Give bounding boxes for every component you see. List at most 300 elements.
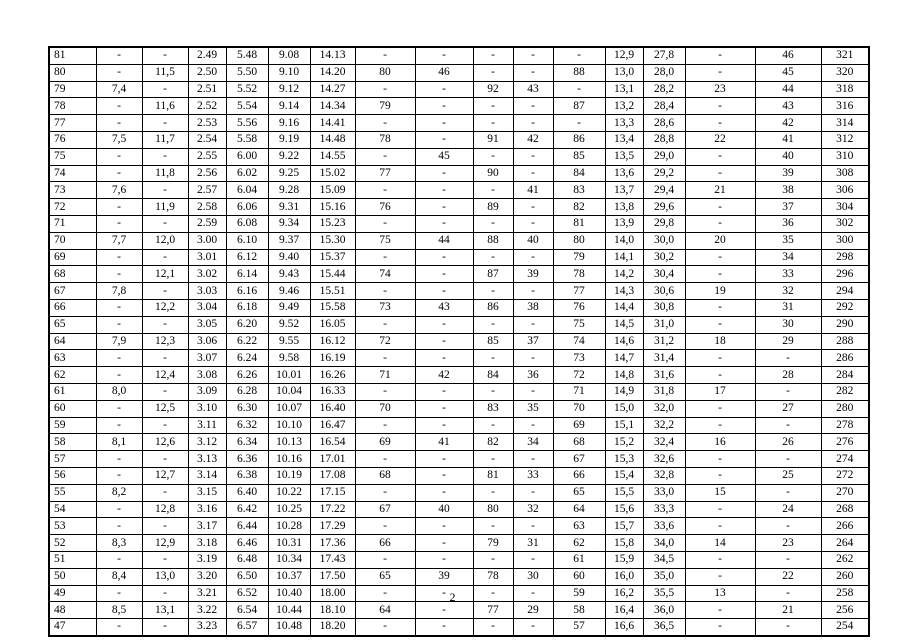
table-cell: 3.02 xyxy=(188,266,226,283)
table-cell: 60 xyxy=(49,400,96,417)
table-cell: 59 xyxy=(553,585,605,602)
table-cell: 16,4 xyxy=(605,602,643,619)
table-cell: - xyxy=(142,182,188,199)
table-cell: 15,7 xyxy=(605,518,643,535)
table-cell: 6.30 xyxy=(226,400,268,417)
table-cell: - xyxy=(355,551,415,568)
table-cell: 13,0 xyxy=(142,568,188,585)
table-cell: 64 xyxy=(49,333,96,350)
table-cell: 42 xyxy=(415,367,473,384)
table-cell: - xyxy=(415,98,473,115)
table-cell: - xyxy=(96,316,142,333)
table-cell: 61 xyxy=(49,383,96,400)
table-cell: 314 xyxy=(821,115,869,132)
table-cell: 65 xyxy=(553,484,605,501)
table-cell: - xyxy=(142,81,188,98)
table-cell: 37 xyxy=(513,333,553,350)
table-cell: 302 xyxy=(821,215,869,232)
table-cell: - xyxy=(473,98,513,115)
table-cell: 79 xyxy=(355,98,415,115)
table-cell: 6.44 xyxy=(226,518,268,535)
table-cell: - xyxy=(415,585,473,602)
table-cell: - xyxy=(415,350,473,367)
table-cell: - xyxy=(685,501,755,518)
table-cell: 19 xyxy=(685,283,755,300)
table-cell: 32,4 xyxy=(643,434,685,451)
table-cell: 33 xyxy=(755,266,821,283)
table-cell: 9.46 xyxy=(268,283,310,300)
table-cell: 262 xyxy=(821,551,869,568)
table-cell: 35 xyxy=(513,400,553,417)
table-cell: 68 xyxy=(553,434,605,451)
table-row xyxy=(49,619,869,636)
table-cell: 3.18 xyxy=(188,535,226,552)
table-cell: 8,1 xyxy=(96,434,142,451)
table-row xyxy=(49,283,869,300)
table-cell: 29,8 xyxy=(643,215,685,232)
table-cell: 11,8 xyxy=(142,165,188,182)
table-cell: - xyxy=(513,484,553,501)
table-row xyxy=(49,434,869,451)
table-cell: 80 xyxy=(355,64,415,81)
table-cell: 15,0 xyxy=(605,400,643,417)
table-cell: 74 xyxy=(553,333,605,350)
table-cell: 68 xyxy=(355,467,415,484)
table-cell: 6.10 xyxy=(226,232,268,249)
table-cell: 6.50 xyxy=(226,568,268,585)
table-cell: 10.44 xyxy=(268,602,310,619)
table-cell: 81 xyxy=(473,467,513,484)
table-cell: - xyxy=(755,451,821,468)
table-cell: - xyxy=(355,148,415,165)
table-cell: - xyxy=(685,551,755,568)
table-cell: - xyxy=(96,350,142,367)
table-cell: 17.22 xyxy=(310,501,355,518)
table-cell: 10.16 xyxy=(268,451,310,468)
table-cell: 66 xyxy=(355,535,415,552)
table-cell: 18.00 xyxy=(310,585,355,602)
table-cell: 15,9 xyxy=(605,551,643,568)
table-cell: 16.47 xyxy=(310,417,355,434)
table-cell: - xyxy=(415,115,473,132)
table-cell: 58 xyxy=(49,434,96,451)
table-cell: 6.36 xyxy=(226,451,268,468)
table-cell: 7,9 xyxy=(96,333,142,350)
table-cell: 31 xyxy=(513,535,553,552)
table-cell: - xyxy=(355,249,415,266)
table-cell: 286 xyxy=(821,350,869,367)
table-cell: 14,3 xyxy=(605,283,643,300)
table-cell: - xyxy=(415,165,473,182)
table-cell: 310 xyxy=(821,148,869,165)
table-cell: 83 xyxy=(473,400,513,417)
table-cell: 8,3 xyxy=(96,535,142,552)
table-cell: 14.27 xyxy=(310,81,355,98)
table-cell: 8,4 xyxy=(96,568,142,585)
table-cell: - xyxy=(473,115,513,132)
table-cell: 12,9 xyxy=(142,535,188,552)
table-cell: 13,2 xyxy=(605,98,643,115)
table-cell: 79 xyxy=(49,81,96,98)
table-cell: - xyxy=(685,350,755,367)
table-cell: 59 xyxy=(49,417,96,434)
table-cell: 28,6 xyxy=(643,115,685,132)
table-cell: 40 xyxy=(755,148,821,165)
table-cell: - xyxy=(355,283,415,300)
table-cell: 62 xyxy=(49,367,96,384)
table-cell: - xyxy=(355,47,415,64)
table-cell: - xyxy=(355,115,415,132)
table-cell: - xyxy=(473,350,513,367)
table-cell: 23 xyxy=(755,535,821,552)
table-cell: - xyxy=(473,47,513,64)
table-cell: 6.24 xyxy=(226,350,268,367)
table-row xyxy=(49,215,869,232)
table-cell: 17.29 xyxy=(310,518,355,535)
table-cell: - xyxy=(142,484,188,501)
table-cell: 69 xyxy=(49,249,96,266)
table-cell: 33,0 xyxy=(643,484,685,501)
table-cell: 6.20 xyxy=(226,316,268,333)
table-cell: - xyxy=(355,383,415,400)
table-cell: 6.48 xyxy=(226,551,268,568)
table-cell: - xyxy=(685,316,755,333)
table-cell: 81 xyxy=(553,215,605,232)
table-cell: 9.49 xyxy=(268,299,310,316)
table-cell: 21 xyxy=(685,182,755,199)
table-cell: - xyxy=(755,417,821,434)
table-cell: 57 xyxy=(49,451,96,468)
table-cell: - xyxy=(415,484,473,501)
table-cell: 15.23 xyxy=(310,215,355,232)
table-cell: 66 xyxy=(49,299,96,316)
table-cell: 14.34 xyxy=(310,98,355,115)
table-cell: 17.08 xyxy=(310,467,355,484)
table-cell: 16,0 xyxy=(605,568,643,585)
table-cell: 6.52 xyxy=(226,585,268,602)
table-row xyxy=(49,232,869,249)
table-cell: - xyxy=(685,400,755,417)
table-cell: 280 xyxy=(821,400,869,417)
table-cell: 5.52 xyxy=(226,81,268,98)
table-cell: - xyxy=(96,148,142,165)
table-cell: 10.25 xyxy=(268,501,310,518)
table-cell: - xyxy=(685,451,755,468)
table-cell: 61 xyxy=(553,551,605,568)
table-row xyxy=(49,484,869,501)
table-cell: 15.02 xyxy=(310,165,355,182)
table-cell: 3.10 xyxy=(188,400,226,417)
page-number: 2 xyxy=(449,590,456,604)
table-cell: 16,6 xyxy=(605,619,643,636)
table-cell: 2.49 xyxy=(188,47,226,64)
table-cell: 75 xyxy=(355,232,415,249)
table-cell: 3.09 xyxy=(188,383,226,400)
table-cell: - xyxy=(513,199,553,216)
table-cell: - xyxy=(355,215,415,232)
table-cell: 37 xyxy=(755,199,821,216)
table-cell: - xyxy=(415,467,473,484)
table-cell: - xyxy=(355,350,415,367)
table-cell: 32,6 xyxy=(643,451,685,468)
table-cell: 32 xyxy=(513,501,553,518)
table-cell: 16.26 xyxy=(310,367,355,384)
table-cell: 30,8 xyxy=(643,299,685,316)
table-cell: 36,5 xyxy=(643,619,685,636)
table-cell: 14.20 xyxy=(310,64,355,81)
table-cell: 258 xyxy=(821,585,869,602)
table-cell: - xyxy=(415,383,473,400)
table-cell: 25 xyxy=(755,467,821,484)
table-cell: - xyxy=(415,215,473,232)
table-body xyxy=(49,47,869,636)
table-row xyxy=(49,367,869,384)
table-cell: 79 xyxy=(473,535,513,552)
table-cell: - xyxy=(415,518,473,535)
table-cell: 3.14 xyxy=(188,467,226,484)
table-cell: 260 xyxy=(821,568,869,585)
table-cell: 83 xyxy=(553,182,605,199)
table-row xyxy=(49,400,869,417)
table-cell: 14,4 xyxy=(605,299,643,316)
table-cell: 3.00 xyxy=(188,232,226,249)
table-cell: - xyxy=(513,115,553,132)
table-cell: 3.21 xyxy=(188,585,226,602)
table-cell: 34,5 xyxy=(643,551,685,568)
table-cell: 10.37 xyxy=(268,568,310,585)
table-cell: 35,5 xyxy=(643,585,685,602)
table-cell: 43 xyxy=(755,98,821,115)
table-cell: - xyxy=(513,417,553,434)
table-cell: 77 xyxy=(49,115,96,132)
table-cell: 34 xyxy=(513,434,553,451)
table-cell: 45 xyxy=(755,64,821,81)
table-cell: 10.01 xyxy=(268,367,310,384)
table-cell: 15,6 xyxy=(605,501,643,518)
table-cell: 3.16 xyxy=(188,501,226,518)
table-cell: 6.02 xyxy=(226,165,268,182)
table-cell: 63 xyxy=(553,518,605,535)
table-cell: 3.19 xyxy=(188,551,226,568)
table-cell: 2.56 xyxy=(188,165,226,182)
table-cell: - xyxy=(96,501,142,518)
score-table xyxy=(48,46,870,637)
table-cell: 70 xyxy=(355,400,415,417)
table-cell: - xyxy=(96,249,142,266)
table-cell: 12,9 xyxy=(605,47,643,64)
table-cell: 10.04 xyxy=(268,383,310,400)
table-cell: - xyxy=(513,64,553,81)
table-cell: 73 xyxy=(49,182,96,199)
table-cell: 17.50 xyxy=(310,568,355,585)
table-cell: 266 xyxy=(821,518,869,535)
table-cell: 39 xyxy=(755,165,821,182)
table-row xyxy=(49,333,869,350)
table-cell: 29,4 xyxy=(643,182,685,199)
table-cell: 12,6 xyxy=(142,434,188,451)
table-cell: 11,5 xyxy=(142,64,188,81)
table-cell: - xyxy=(96,215,142,232)
table-cell: 9.22 xyxy=(268,148,310,165)
table-cell: - xyxy=(415,182,473,199)
table-cell: - xyxy=(96,619,142,636)
table-cell: 312 xyxy=(821,131,869,148)
table-cell: 86 xyxy=(553,131,605,148)
table-cell: - xyxy=(96,417,142,434)
table-cell: 44 xyxy=(415,232,473,249)
table-cell: - xyxy=(142,115,188,132)
table-cell: 51 xyxy=(49,551,96,568)
table-cell: 30,2 xyxy=(643,249,685,266)
table-cell: 320 xyxy=(821,64,869,81)
table-cell: 78 xyxy=(473,568,513,585)
table-cell: 67 xyxy=(553,451,605,468)
table-row xyxy=(49,417,869,434)
table-cell: - xyxy=(685,64,755,81)
table-cell: 80 xyxy=(553,232,605,249)
table-cell: 5.54 xyxy=(226,98,268,115)
table-cell: 30 xyxy=(513,568,553,585)
table-cell: 2.59 xyxy=(188,215,226,232)
table-cell: 254 xyxy=(821,619,869,636)
table-cell: 14.55 xyxy=(310,148,355,165)
table-cell: 308 xyxy=(821,165,869,182)
table-cell: 38 xyxy=(755,182,821,199)
table-cell: 71 xyxy=(355,367,415,384)
table-cell: 11,9 xyxy=(142,199,188,216)
table-cell: - xyxy=(473,316,513,333)
table-cell: 42 xyxy=(755,115,821,132)
table-cell: 71 xyxy=(553,383,605,400)
table-cell: - xyxy=(473,619,513,636)
table-cell: 68 xyxy=(49,266,96,283)
table-cell: 34 xyxy=(755,249,821,266)
table-cell: - xyxy=(355,518,415,535)
table-cell: 6.38 xyxy=(226,467,268,484)
table-cell: 15.09 xyxy=(310,182,355,199)
table-cell: - xyxy=(142,47,188,64)
table-cell: - xyxy=(513,518,553,535)
table-cell: 28,0 xyxy=(643,64,685,81)
table-cell: - xyxy=(513,249,553,266)
table-cell: - xyxy=(755,551,821,568)
table-cell: 7,5 xyxy=(96,131,142,148)
table-cell: 16,2 xyxy=(605,585,643,602)
table-cell: 10.28 xyxy=(268,518,310,535)
table-cell: - xyxy=(96,165,142,182)
table-cell: 41 xyxy=(415,434,473,451)
table-cell: 31,8 xyxy=(643,383,685,400)
table-cell: 6.08 xyxy=(226,215,268,232)
table-row xyxy=(49,131,869,148)
table-cell: 5.48 xyxy=(226,47,268,64)
table-cell: 36 xyxy=(513,367,553,384)
table-cell: 6.14 xyxy=(226,266,268,283)
table-cell: 23 xyxy=(685,81,755,98)
table-cell: - xyxy=(755,383,821,400)
table-row xyxy=(49,535,869,552)
table-row xyxy=(49,98,869,115)
table-cell: 6.28 xyxy=(226,383,268,400)
table-cell: 304 xyxy=(821,199,869,216)
table-cell: 56 xyxy=(49,467,96,484)
table-cell: 54 xyxy=(49,501,96,518)
table-cell: 48 xyxy=(49,602,96,619)
table-row xyxy=(49,467,869,484)
table-cell: 256 xyxy=(821,602,869,619)
table-cell: 6.46 xyxy=(226,535,268,552)
table-cell: - xyxy=(142,215,188,232)
table-cell: 77 xyxy=(553,283,605,300)
table-cell: - xyxy=(685,199,755,216)
table-cell: 12,5 xyxy=(142,400,188,417)
table-cell: 276 xyxy=(821,434,869,451)
table-cell: 3.01 xyxy=(188,249,226,266)
table-cell: - xyxy=(415,602,473,619)
table-cell: - xyxy=(96,518,142,535)
table-cell: 14,8 xyxy=(605,367,643,384)
table-cell: 13 xyxy=(685,585,755,602)
table-cell: 30,4 xyxy=(643,266,685,283)
table-cell: 85 xyxy=(553,148,605,165)
table-cell: 52 xyxy=(49,535,96,552)
table-cell: - xyxy=(142,316,188,333)
table-cell: 77 xyxy=(473,602,513,619)
table-cell: 44 xyxy=(755,81,821,98)
table-cell: 12,8 xyxy=(142,501,188,518)
table-cell: 6.40 xyxy=(226,484,268,501)
table-cell: - xyxy=(355,451,415,468)
table-cell: - xyxy=(415,551,473,568)
table-cell: 14.13 xyxy=(310,47,355,64)
table-cell: 20 xyxy=(685,232,755,249)
table-cell: 47 xyxy=(49,619,96,636)
table-cell: 13,7 xyxy=(605,182,643,199)
table-row xyxy=(49,383,869,400)
table-cell: 6.57 xyxy=(226,619,268,636)
table-cell: 8,0 xyxy=(96,383,142,400)
table-cell: 15,1 xyxy=(605,417,643,434)
table-cell: 13,8 xyxy=(605,199,643,216)
table-cell: - xyxy=(415,266,473,283)
table-cell: - xyxy=(96,400,142,417)
table-row xyxy=(49,81,869,98)
table-cell: 78 xyxy=(49,98,96,115)
table-cell: 16.05 xyxy=(310,316,355,333)
table-cell: 53 xyxy=(49,518,96,535)
table-cell: - xyxy=(473,215,513,232)
table-cell: 16.40 xyxy=(310,400,355,417)
table-cell: 15,8 xyxy=(605,535,643,552)
table-cell: 18.20 xyxy=(310,619,355,636)
table-cell: - xyxy=(473,148,513,165)
table-cell: 32 xyxy=(755,283,821,300)
table-cell: 41 xyxy=(513,182,553,199)
table-cell: 66 xyxy=(553,467,605,484)
table-cell: - xyxy=(415,316,473,333)
table-cell: 10.19 xyxy=(268,467,310,484)
table-cell: 8,5 xyxy=(96,602,142,619)
table-cell: 282 xyxy=(821,383,869,400)
table-cell: 29,2 xyxy=(643,165,685,182)
table-cell: 306 xyxy=(821,182,869,199)
table-cell: 88 xyxy=(473,232,513,249)
table-cell: 14.41 xyxy=(310,115,355,132)
table-cell: 2.57 xyxy=(188,182,226,199)
table-cell: 45 xyxy=(415,148,473,165)
table-cell: 10.13 xyxy=(268,434,310,451)
table-cell: 12,4 xyxy=(142,367,188,384)
